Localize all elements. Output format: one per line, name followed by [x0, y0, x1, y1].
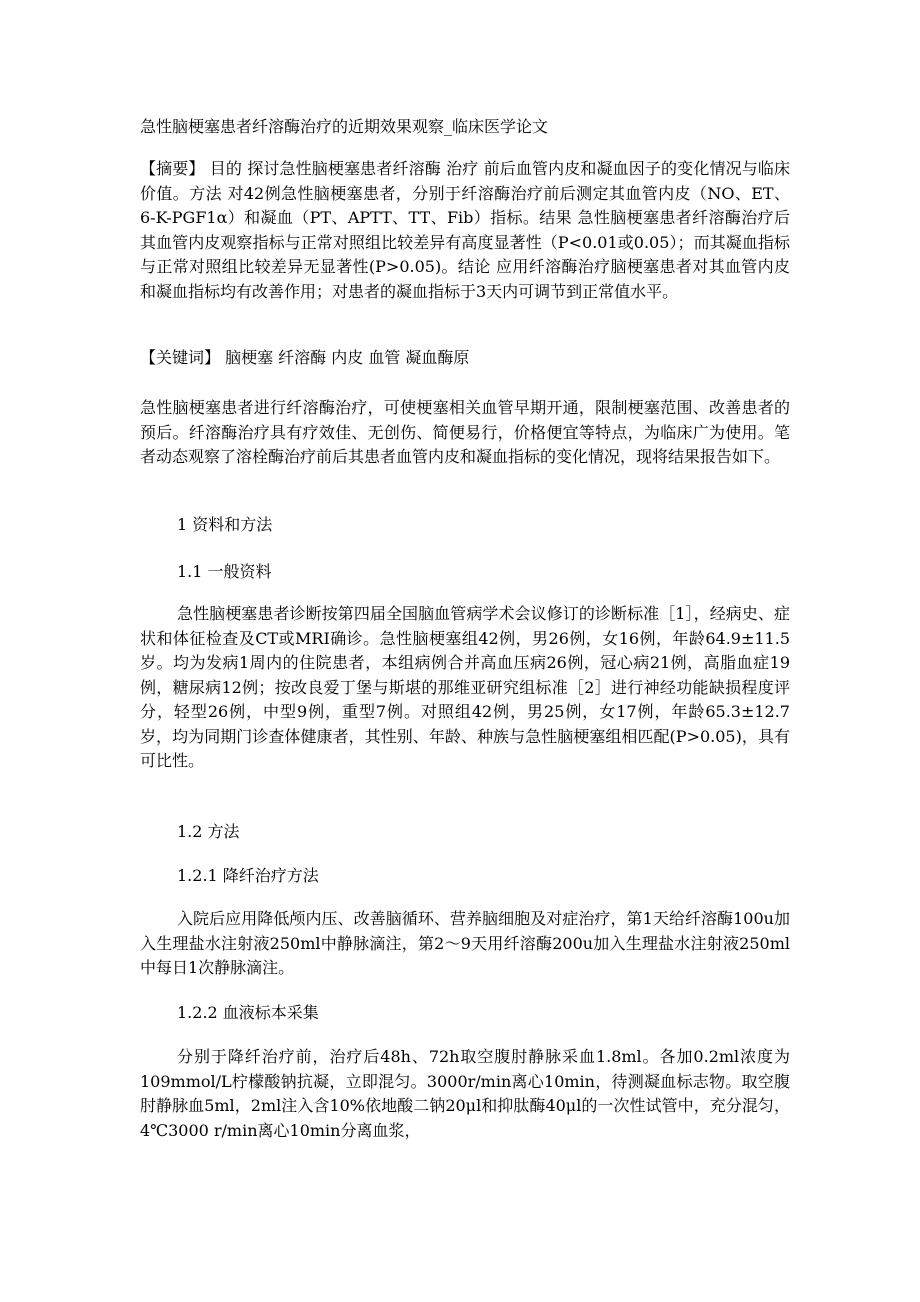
- section-heading-1-1: 1.1 一般资料: [177, 562, 272, 581]
- treatment-method-paragraph: 入院后应用降低颅内压、改善脑循环、营养脑细胞及对症治疗，第1天给纤溶酶100u加入生理盐水注射液250ml中静脉滴注，第2～9天用纤溶酶200u加入生理盐水注射液250ml中每日1次静脉滴注。: [140, 909, 790, 977]
- keywords-line: 【关键词】 脑梗塞 纤溶酶 内皮 血管 凝血酶原: [140, 348, 470, 367]
- blood-sampling-paragraph: 分别于降纤治疗前，治疗后48h、72h取空腹肘静脉采血1.8ml。各加0.2ml浓度为109mmol/L柠檬酸钠抗凝，立即混匀。3000r/min离心10min，待测凝血标志物。取空腹肘静脉血5ml，2ml注入含10%依地酸二钠20μl和抑肽酶40μl的一次性试管中，充分混匀，4℃3000 r/min离心10min分离血浆，: [140, 1047, 790, 1140]
- section-heading-1-2-2: 1.2.2 血液标本采集: [177, 1003, 319, 1022]
- document-title: 急性脑梗塞患者纤溶酶治疗的近期效果观察_临床医学论文: [140, 117, 549, 136]
- section-heading-1-2: 1.2 方法: [177, 822, 240, 841]
- section-heading-1-2-1: 1.2.1 降纤治疗方法: [177, 866, 319, 885]
- section-heading-1: 1 资料和方法: [177, 515, 273, 534]
- abstract-paragraph: 【摘要】 目的 探讨急性脑梗塞患者纤溶酶 治疗 前后血管内皮和凝血因子的变化情况与临床价值。方法 对42例急性脑梗塞患者，分别于纤溶酶治疗前后测定其血管内皮（NO、ET、6-K-PGF1α）和凝血（PT、APTT、TT、Fib）指标。结果 急性脑梗塞患者纤溶酶治疗后其血管内皮观察指标与正常对照组比较差异有高度显著性（P<0.01或0.05）；而其凝血指标与正常对照组比较差异无显著性(P>0.05)。结论 应用纤溶酶治疗脑梗塞患者对其血管内皮和凝血指标均有改善作用；对患者的凝血指标于3天内可调节到正常值水平。: [140, 159, 790, 301]
- general-info-paragraph: 急性脑梗塞患者诊断按第四届全国脑血管病学术会议修订的诊断标准［1］，经病史、症状和体征检查及CT或MRI确诊。急性脑梗塞组42例，男26例，女16例，年龄64.9±11.5岁。均为发病1周内的住院患者，本组病例合并高血压病26例，冠心病21例，高脂血症19例，糖尿病12例；按改良爱丁堡与斯堪的那维亚研究组标准［2］进行神经功能缺损程度评分，轻型26例，中型9例，重型7例。对照组42例，男25例，女17例，年龄65.3±12.7岁，均为同期门诊查体健康者，其性别、年龄、种族与急性脑梗塞组相匹配(P>0.05)，具有可比性。: [140, 604, 790, 770]
- intro-paragraph: 急性脑梗塞患者进行纤溶酶治疗，可使梗塞相关血管早期开通，限制梗塞范围、改善患者的预后。纤溶酶治疗具有疗效佳、无创伤、简便易行，价格便宜等特点，为临床广为使用。笔者动态观察了溶栓酶治疗前后其患者血管内皮和凝血指标的变化情况，现将结果报告如下。: [140, 398, 790, 466]
